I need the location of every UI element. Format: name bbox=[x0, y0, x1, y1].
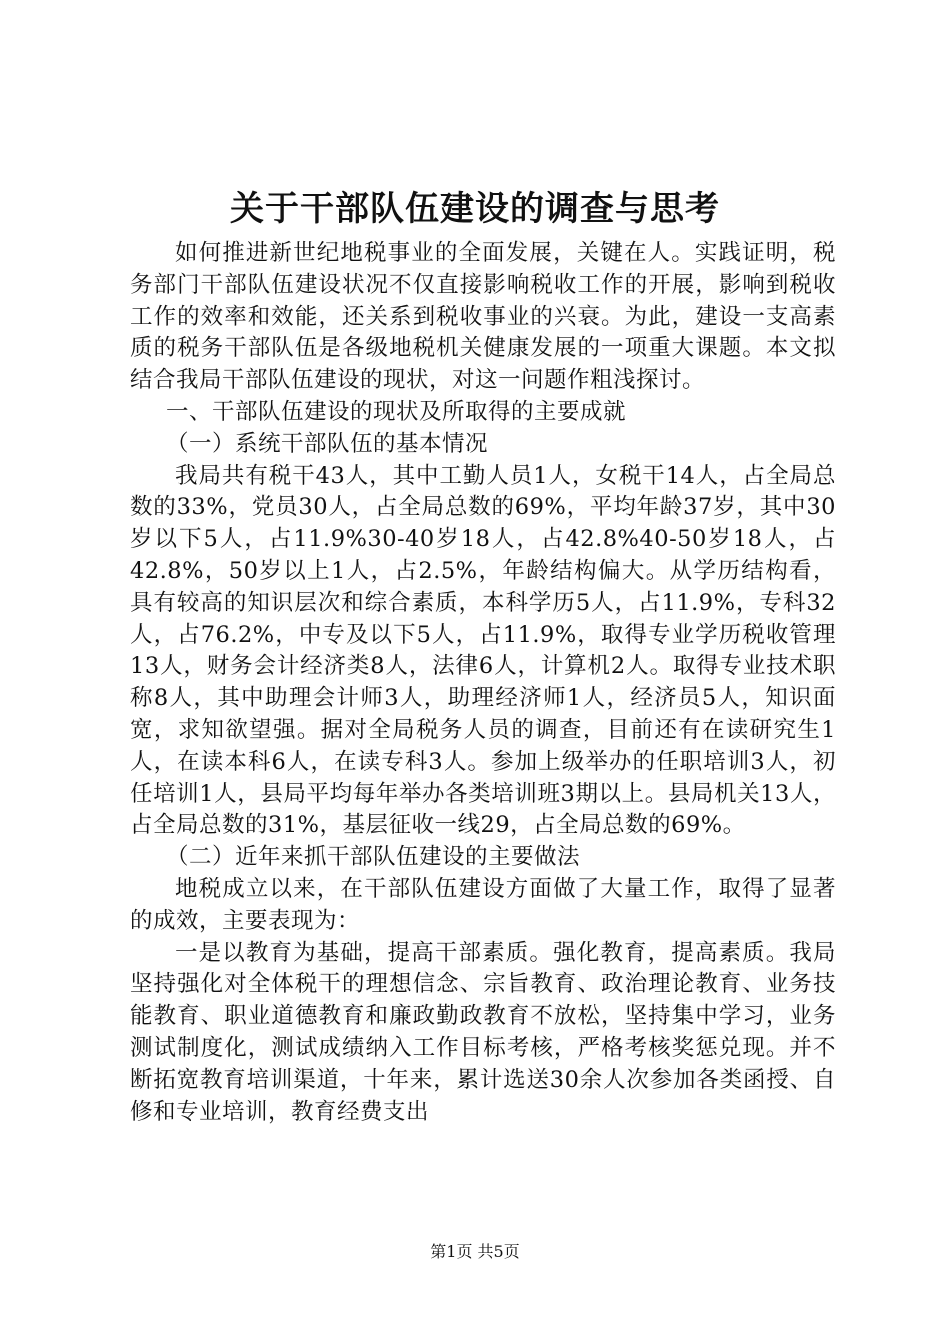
body-paragraph: 我局共有税干43人，其中工勤人员1人，女税干14人，占全局总数的33%，党员30人，占全局总数的69%，平均年龄37岁，其中30岁以下5人，占11.9%30-40岁18人，占42.8%40-50岁18人，占42.8%，50岁以上1人，占2.5%，年龄结构偏大。从学历结构看，具有较高的知识层次和综合素质，本科学历5人，占11.9%，专科32人，占76.2%，中专及以下5人，占11.9%，取得专业学历税收管理13人，财务会计经济类8人，法律6人，计算机2人。取得专业技术职称8人，其中助理会计师3人，助理经济师1人，经济员5人，知识面宽，求知欲望强。据对全局税务人员的调查，目前还有在读研究生1人，在读本科6人，在读专科3人。参加上级举办的任职培训3人，初任培训1人，县局平均每年举办各类培训班3期以上。县局机关13人，占全局总数的31%，基层征收一线29，占全局总数的69%。 bbox=[130, 462, 836, 839]
intro-paragraph: 如何推进新世纪地税事业的全面发展，关键在人。实践证明，税务部门干部队伍建设状况不仅直接影响税收工作的开展，影响到税收工作的效率和效能，还关系到税收事业的兴衰。为此，建设一支高素质的税务干部队伍是各级地税机关健康发展的一项重大课题。本文拟结合我局干部队伍建设的现状，对这一问题作粗浅探讨。 bbox=[130, 240, 836, 394]
section-heading-1: 一、干部队伍建设的现状及所取得的主要成就 bbox=[166, 398, 627, 425]
page-footer: 第1页 共5页 bbox=[430, 1242, 520, 1261]
document-body bbox=[130, 238, 836, 1128]
subsection-heading-2: （二）近年来抓干部队伍建设的主要做法 bbox=[166, 844, 581, 871]
body-paragraph: 地税成立以来，在干部队伍建设方面做了大量工作，取得了显著的成效，主要表现为： bbox=[130, 875, 836, 934]
document-title: 关于干部队伍建设的调查与思考 bbox=[230, 189, 720, 229]
body-paragraph: 一是以教育为基础，提高干部素质。强化教育，提高素质。我局坚持强化对全体税干的理想信念、宗旨教育、政治理论教育、业务技能教育、职业道德教育和廉政勤政教育不放松，坚持集中学习，业务测试制度化，测试成绩纳入工作目标考核，严格考核奖惩兑现。并不断拓宽教育培训渠道，十年来，累计选送30余人次参加各类函授、自修和专业培训，教育经费支出 bbox=[130, 939, 836, 1125]
subsection-heading-1: （一）系统干部队伍的基本情况 bbox=[166, 430, 489, 457]
